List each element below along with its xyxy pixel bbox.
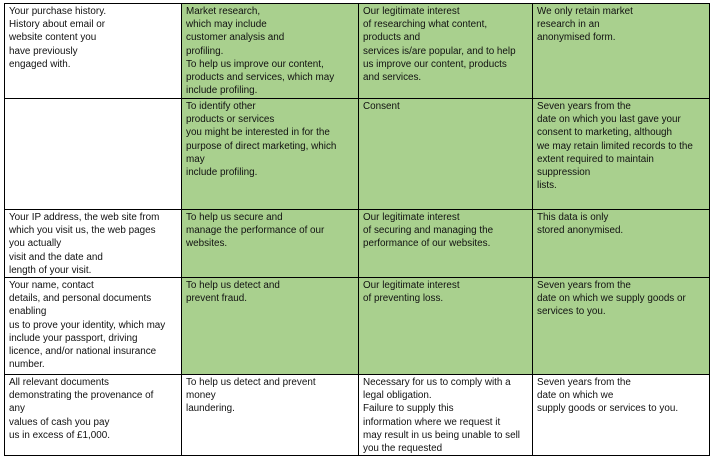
cell-text-line: of researching what content,: [363, 19, 488, 31]
cell-text-line: Market research,: [186, 6, 261, 17]
table-row: [5, 210, 710, 278]
cell-text-line: performance of our websites.: [363, 238, 491, 250]
cell-text-line: customer analysis and: [186, 32, 285, 44]
cell-text-line: engaged with.: [9, 58, 71, 70]
cell-text-line: include your passport, driving: [9, 332, 138, 344]
cell-text-line: This data is only: [537, 212, 609, 223]
cell-text-line: products and services, which may: [186, 72, 335, 84]
cell-text-line: Seven years from the: [537, 280, 631, 292]
table-row: [5, 99, 710, 210]
table-cell: [533, 278, 710, 375]
cell-text-line: To help us improve our content,: [186, 58, 324, 70]
cell-text-line: Your IP address, the web site from: [9, 212, 160, 223]
table-row: [5, 4, 710, 99]
cell-text-line: legal obligation.: [363, 390, 432, 402]
cell-text-line: you might be interested in for the: [186, 127, 330, 139]
table-cell: [533, 99, 710, 210]
cell-text-line: you the requested: [363, 443, 443, 455]
cell-text-line: research in an: [537, 19, 600, 31]
cell-text-line: anonymised form.: [537, 32, 616, 44]
table-row: [5, 375, 710, 456]
cell-text-line: manage the performance of our: [186, 225, 325, 237]
cell-text-line: enabling: [9, 306, 47, 318]
cell-text-line: money: [186, 390, 216, 402]
cell-text-line: visit and the date and: [9, 251, 103, 263]
cell-text-line: number.: [9, 359, 45, 371]
table-row: [5, 278, 710, 375]
cell-text-line: which you visit us, the web pages: [9, 225, 156, 237]
cell-text-line: prevent fraud.: [186, 293, 247, 305]
cell-text-line: To identify other: [186, 101, 256, 112]
cell-text-line: values of cash you pay: [9, 416, 110, 428]
cell-text-line: supply goods or services to you.: [537, 403, 679, 415]
cell-text-line: History about email or: [9, 19, 106, 31]
cell-text-line: websites.: [186, 238, 228, 250]
cell-text-line: profiling.: [186, 45, 224, 57]
cell-text-line: may: [186, 153, 205, 165]
data-retention-table: [4, 3, 710, 456]
table-cell: [533, 4, 710, 99]
table-cell: [359, 210, 533, 278]
cell-text-line: demonstrating the provenance of: [9, 390, 154, 402]
cell-text-line: stored anonymised.: [537, 225, 624, 237]
cell-text-line: Your purchase history.: [9, 6, 107, 17]
cell-text-line: purpose of direct marketing, which: [186, 140, 337, 152]
table-cell: [359, 278, 533, 375]
cell-text-line: any: [9, 403, 25, 415]
table-cell: [182, 99, 359, 210]
cell-text-line: All relevant documents: [9, 377, 109, 389]
cell-text-line: To help us detect and prevent: [186, 377, 316, 389]
cell-text-line: Seven years from the: [537, 377, 631, 389]
table-cell: [5, 375, 182, 456]
table-cell: [533, 210, 710, 278]
cell-text-line: Necessary for us to comply with a: [363, 377, 511, 389]
table-cell: [182, 210, 359, 278]
cell-text-line: of securing and managing the: [363, 225, 494, 237]
table-cell: [359, 4, 533, 99]
cell-text-line: date on which we: [537, 390, 614, 402]
cell-text-line: include profiling.: [186, 167, 258, 179]
cell-text-line: To help us detect and: [186, 280, 280, 292]
cell-text-line: licence, and/or national insurance: [9, 346, 157, 358]
cell-text-line: of preventing loss.: [363, 293, 444, 305]
table-cell: [5, 99, 182, 210]
table-cell: [182, 375, 359, 456]
cell-text-line: Our legitimate interest: [363, 212, 460, 223]
cell-text-line: services is/are popular, and to help: [363, 45, 516, 57]
cell-text-line: may result in us being unable to sell: [363, 429, 520, 441]
cell-text-line: include profiling.: [186, 85, 258, 97]
cell-text-line: products or services: [186, 114, 275, 126]
cell-text-line: and services.: [363, 72, 422, 84]
table-body: [5, 4, 710, 456]
cell-text-line: website content you: [9, 32, 97, 44]
cell-text-line: lists.: [537, 180, 557, 192]
cell-text-line: We only retain market: [537, 6, 633, 17]
table-cell: [5, 210, 182, 278]
cell-text-line: Our legitimate interest: [363, 6, 460, 17]
table-cell: [5, 278, 182, 375]
cell-text-line: consent to marketing, although: [537, 127, 673, 139]
cell-text-line: suppression: [537, 167, 591, 179]
cell-text-line: products and: [363, 32, 421, 44]
cell-text-line: Consent: [363, 101, 400, 112]
cell-text-line: us to prove your identity, which may: [9, 319, 166, 331]
cell-text-line: details, and personal documents: [9, 293, 152, 305]
cell-text-line: Failure to supply this: [363, 403, 454, 415]
cell-text-line: we may retain limited records to the: [537, 140, 693, 152]
table-cell: [5, 4, 182, 99]
cell-text-line: Our legitimate interest: [363, 280, 460, 292]
cell-text-line: To help us secure and: [186, 212, 283, 223]
cell-text-line: services to you.: [537, 306, 606, 318]
cell-text-line: us in excess of £1,000.: [9, 429, 111, 441]
cell-text-line: length of your visit.: [9, 264, 92, 276]
table-cell: [359, 375, 533, 456]
cell-text-line: information where we request it: [363, 416, 501, 428]
cell-text-line: date on which you last gave your: [537, 114, 681, 126]
cell-text-line: laundering.: [186, 403, 235, 415]
cell-text-line: you actually: [9, 238, 62, 250]
cell-text-line: Seven years from the: [537, 101, 631, 112]
cell-text-line: which may include: [186, 19, 267, 31]
table-cell: [533, 375, 710, 456]
cell-text-line: date on which we supply goods or: [537, 293, 686, 305]
table-cell: [359, 99, 533, 210]
table-cell: [182, 278, 359, 375]
cell-text-line: extent required to maintain: [537, 153, 654, 165]
cell-text-line: us improve our content, products: [363, 58, 507, 70]
table-cell: [182, 4, 359, 99]
cell-text-line: have previously: [9, 45, 78, 57]
cell-text-line: Your name, contact: [9, 280, 94, 292]
